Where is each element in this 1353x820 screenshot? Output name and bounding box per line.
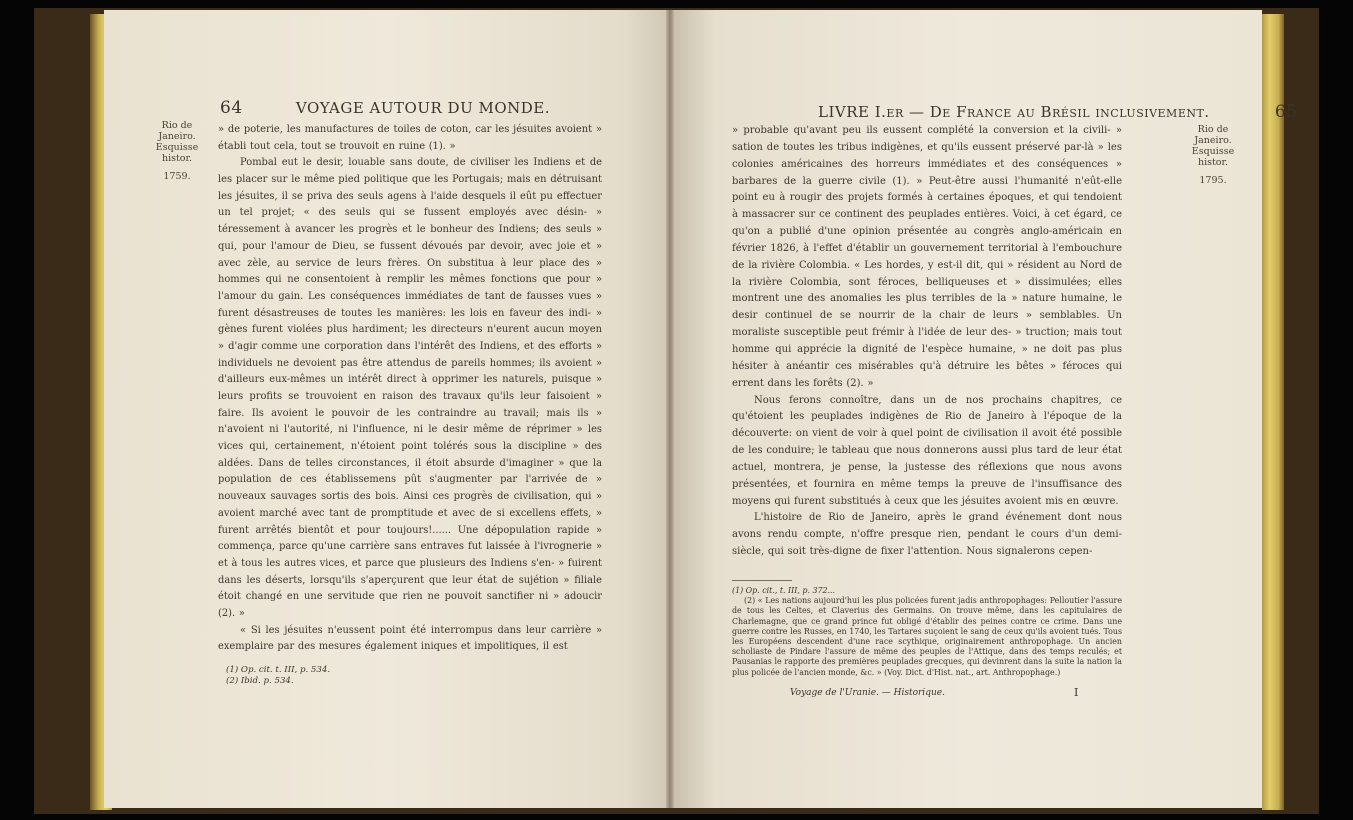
left-page-number: 64 [220,98,243,118]
margin-note-subject: Esquisse histor. [1191,146,1235,168]
right-margin-note [1182,124,1244,186]
margin-note-place: Rio de Janeiro. [1194,124,1232,146]
right-page [674,10,1298,808]
footnote: (2) Ibid. p. 534. [226,676,294,687]
paragraph: Nous ferons connoître, dans un de nos prochains chapitres, ce qu'étoient les peuplades indigènes de Rio de Janeiro à l'époque de la découverte: on vient de voir à quel point de civilisation il avoit été possible de les conduire; le tableau que nous donnerons aussi plus tard de leur état actuel, montrera, je pense, la justesse des réflexions que nous avons présentées, et fournira en même temps la preuve de l'insuffisance des moyens qui furent substitués à ceux que les jésuites avoient mis en œuvre. [732,394,1122,507]
margin-note-subject: Esquisse histor. [155,142,199,164]
right-page-header [818,102,1298,122]
margin-note-year: 1795. [1199,175,1227,186]
footnote: (1) Op. cit., t. III, p. 372... [732,586,836,595]
paragraph: » de poterie, les manufactures de toiles de coton, car les jésuites avoient » établi tout cela, tout se trouvoit en ruine (1). » [218,124,602,152]
signature-mark: I [1074,686,1079,699]
left-margin-note [146,120,208,182]
footnote: (2) « Les nations aujourd'hui les plus policées furent jadis anthropophages: Pelloutier l'assure de tous les Celtes, et Claverius des Germains. On trouve même, dans les capitulaires de Charlemagne, que ce grand prince fut obligé d'établir des peines contre ce crime. Dans une guerre contre les Russes, en 1740, les Tartares suçoient le sang de ceux qu'ils avoient tués. Tous les Européens descendent d'une race scythique, originairement anthropophage. Un ancien scholiaste de Pindare l'assure de même des peuples de l'Attique, dans des temps reculés; et Pausanias le rapporte des premières peuplades grecques, qui devinrent dans la suite la nation la plus policée de l'ancien monde, &c. » (Voy. Dict. d'Hist. nat., art. Anthropophage.) [732,596,1122,677]
footnote-rule [732,580,792,581]
right-body-text [732,123,1122,561]
left-running-head: VOYAGE AUTOUR DU MONDE. [295,99,550,117]
left-page-header [220,98,550,118]
right-footnotes [732,586,1122,678]
paragraph: L'histoire de Rio de Janeiro, après le grand événement dont nous avons rendu compte, n'offre presque rien, pendant le cours d'un demi-siècle, qui soit très-digne de fixer l'attention. Nous signalerons cepen- [732,512,1122,558]
left-footnotes [226,665,596,688]
paragraph: Pombal eut le desir, louable sans doute, de civiliser les Indiens et de les placer sur le même pied politique que les Portugais; mais en détruisant les jésuites, il se priva des seuls agens à l'aide desquels il eût pu effectuer un tel projet; « des seuls qui se fussent employés avec désin- » téressement à avancer les progrès et le bonheur des Indiens; des seuls » qui, pour l'amour de Dieu, se fussent dévoués par devoir, avec joie et » avec zèle, au service de leurs frères. On substitua à leur place des » hommes qui ne consentoient à remplir les mêmes fonctions que pour » l'amour du gain. Les conséquences immédiates de tant de fausses vues » furent désastreuses de toutes les manières: les lois en faveur des indi- » gènes furent violées plus hardiment; les directeurs n'eurent aucun moyen » d'agir comme une corporation dans l'intérêt des Indiens, et des efforts » individuels ne devoient pas être attendus de pareils hommes; ils avoient » d'ailleurs eux-mêmes un intérêt direct à opprimer les naturels, puisque » leurs profits se trouvoient en raison des travaux qu'ils leur faisoient » faire. Ils avoient le pouvoir de les contraindre au travail; mais ils » n'avoient ni l'autorité, ni l'influence, ni le desir même de réprimer » les vices qui, certainement, n'étoient point tolérés sous la discipline » des aldées. Dans de telles circonstances, il étoit absurde d'imaginer » que la population de ces établissemens pût s'augmenter par l'arrivée de » nouveaux sauvages sortis des bois. Ainsi ces progrès de civilisation, qui » avoient marché avec tant de promptitude et avec de si excellens effets, » furent arrêtés bientôt et pour toujours!...... Une dépopulation rapide » commença, parce qu'une carrière sans entraves fut laissée à l'ivrognerie » et à tous les autres vices, et parce que plusieurs des Indiens s'en- » fuirent dans les déserts, lorsqu'ils s'aperçurent que leur état de sujétion » filiale étoit changé en une servitude que rien ne pouvoit sanctifier ni » adoucir (2). » [218,157,602,619]
left-page [104,10,670,808]
left-body-text [218,122,602,656]
margin-note-year: 1759. [163,171,191,182]
paragraph: » probable qu'avant peu ils eussent complété la conversion et la civili- » sation de toutes les tribus indigènes, et qu'ils eussent préservé par-là » les colonies américaines des horreurs immédiates et des conséquences » barbares de la guerre civile (1). » Peut-être aussi l'humanité n'eût-elle point eu à rougir des projets formés à certaines époques, et qui tendoient à massacrer sur ce continent des peuplades entières. Voici, à cet égard, ce qu'on a publié d'une opinion présentée au congrès anglo-américain en février 1826, à l'effet d'établir un gouvernement territorial à l'embouchure de la rivière Colombia. « Les hordes, y est-il dit, qui » résident au Nord de la rivière Colombia, sont féroces, belliqueuses et » dissimulées; elles montrent une des anomalies les plus terribles de la » nature humaine, le desir continuel de se nourrir de la chair de leurs » semblables. Un moraliste susceptible peut frémir à l'idée de leur des- » truction; mais tout homme qui apprécie la dignité de l'espèce humaine, » ne doit pas plus hésiter à anéantir ces misérables qu'à détruire les bêtes » féroces qui errent dans les forêts (2). » [732,125,1122,389]
printer-signature: Voyage de l'Uranie. — Historique. [790,688,945,698]
book-gutter [666,10,674,808]
footnote: (1) Op. cit. t. III, p. 534. [226,665,331,675]
right-page-edges [1262,14,1284,810]
paragraph: « Si les jésuites n'eussent point été interrompus dans leur carrière » exemplaire par des mesures également iniques et impolitiques, il est [218,624,602,653]
right-page-number: 65 [1274,102,1298,122]
margin-note-place: Rio de Janeiro. [158,120,196,142]
right-running-head: LIVRE I.er — De France au Brésil inclusivement. [818,103,1210,121]
